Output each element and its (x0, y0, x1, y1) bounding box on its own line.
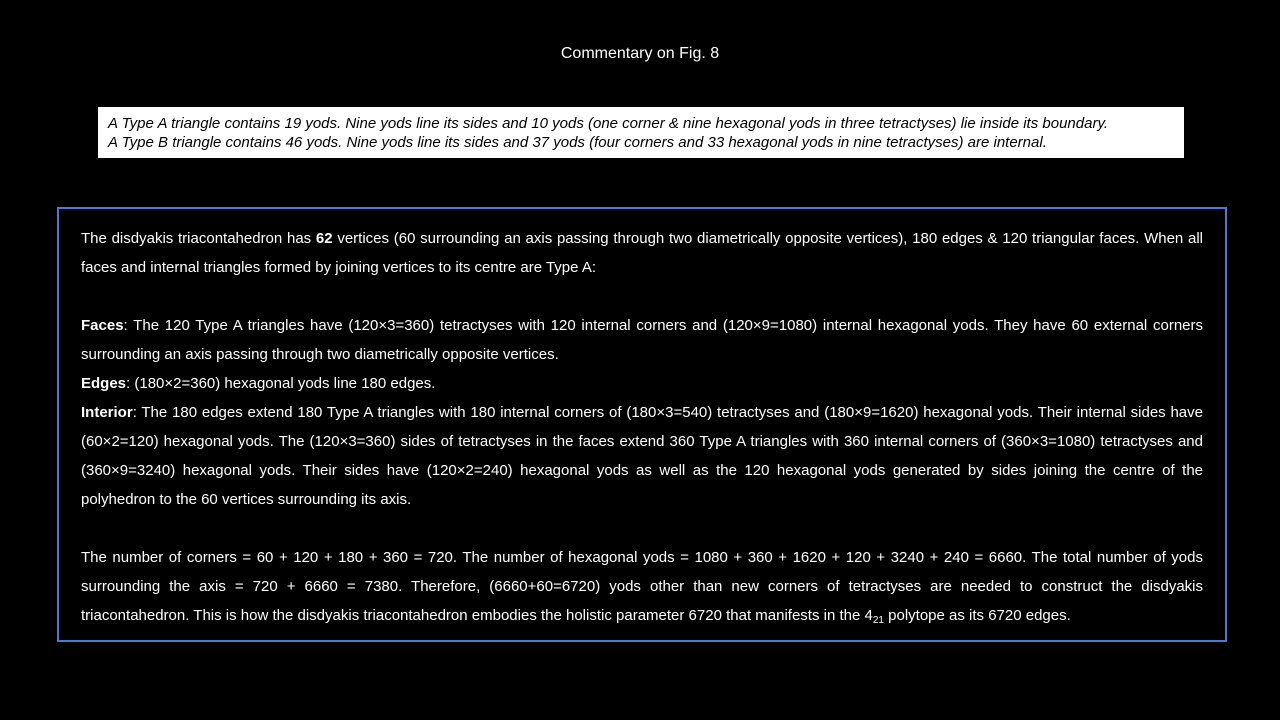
edges-paragraph (81, 369, 1203, 398)
edges-label: Edges (81, 375, 127, 392)
faces-paragraph (81, 311, 1203, 369)
edges-text: : (180×2=360) hexagonal yods line 180 edges. (126, 375, 436, 392)
intro-text-a: The disdyakis triacontahedron has (81, 230, 316, 247)
vertex-count: 62 (315, 230, 333, 247)
faces-label: Faces (81, 317, 124, 334)
summary-text-a: The number of corners = 60 + 120 + 180 + 360 = 720. The number of hexagonal yods = 1080 + 360 + 1620 + 120 + 3240 + 240 = 6660. The total number of yods surrounding the axis = 720 + 6660 = 7380. Therefore, (6660+60=6720) yods other than new corners of tetractyses are needed to construct the disdyakis triacontahedron. This is how the disdyakis triacontahedron embodies the holistic parameter 6720 that manifests in the 4 (81, 549, 1203, 624)
commentary-box (57, 207, 1227, 642)
interior-text: : The 180 edges extend 180 Type A triangles with 180 internal corners of (180×3=540) tetractyses and (180×9=1620) hexagonal yods. Their internal sides have (60×2=120) hexagonal yods. The (120×3=360) sides of tetractyses in the faces extend 360 Type A triangles with 360 internal corners of (360×3=1080) tetractyses and (360×9=3240) hexagonal yods. Their sides have (120×2=240) hexagonal yods as well as the 120 hexagonal yods generated by sides joining the centre of the polyhedron to the 60 vertices surrounding its axis. (81, 404, 1203, 508)
summary-text-b: polytope as its 6720 edges. (883, 607, 1071, 624)
paragraph-gap (81, 514, 1203, 543)
type-definitions-note (98, 107, 1184, 158)
summary-paragraph (81, 543, 1203, 630)
interior-label: Interior (81, 404, 133, 421)
faces-text: : The 120 Type A triangles have (120×3=360) tetractyses with 120 internal corners and (120×9=1080) internal hexagonal yods. They have 60 external corners surrounding an axis passing through two diametrically opposite vertices. (81, 317, 1203, 363)
intro-paragraph (81, 224, 1203, 282)
page-title: Commentary on Fig. 8 (560, 45, 720, 62)
paragraph-gap (81, 282, 1203, 311)
interior-paragraph (81, 398, 1203, 514)
note-line-type-a: A Type A triangle contains 19 yods. Nine yods line its sides and 10 yods (one corner & nine hexagonal yods in three tetractyses) lie inside its boundary. (108, 115, 1108, 132)
note-line-type-b: A Type B triangle contains 46 yods. Nine yods line its sides and 37 yods (four corners and 33 hexagonal yods in nine tetractyses) are internal. (108, 134, 1047, 151)
intro-text-b: vertices (60 surrounding an axis passing through two diametrically opposite vertices), 180 edges & 120 triangular faces. When all faces and internal triangles formed by joining vertices to its centre are Type A: (81, 230, 1203, 276)
polytope-subscript: 21 (872, 615, 884, 626)
